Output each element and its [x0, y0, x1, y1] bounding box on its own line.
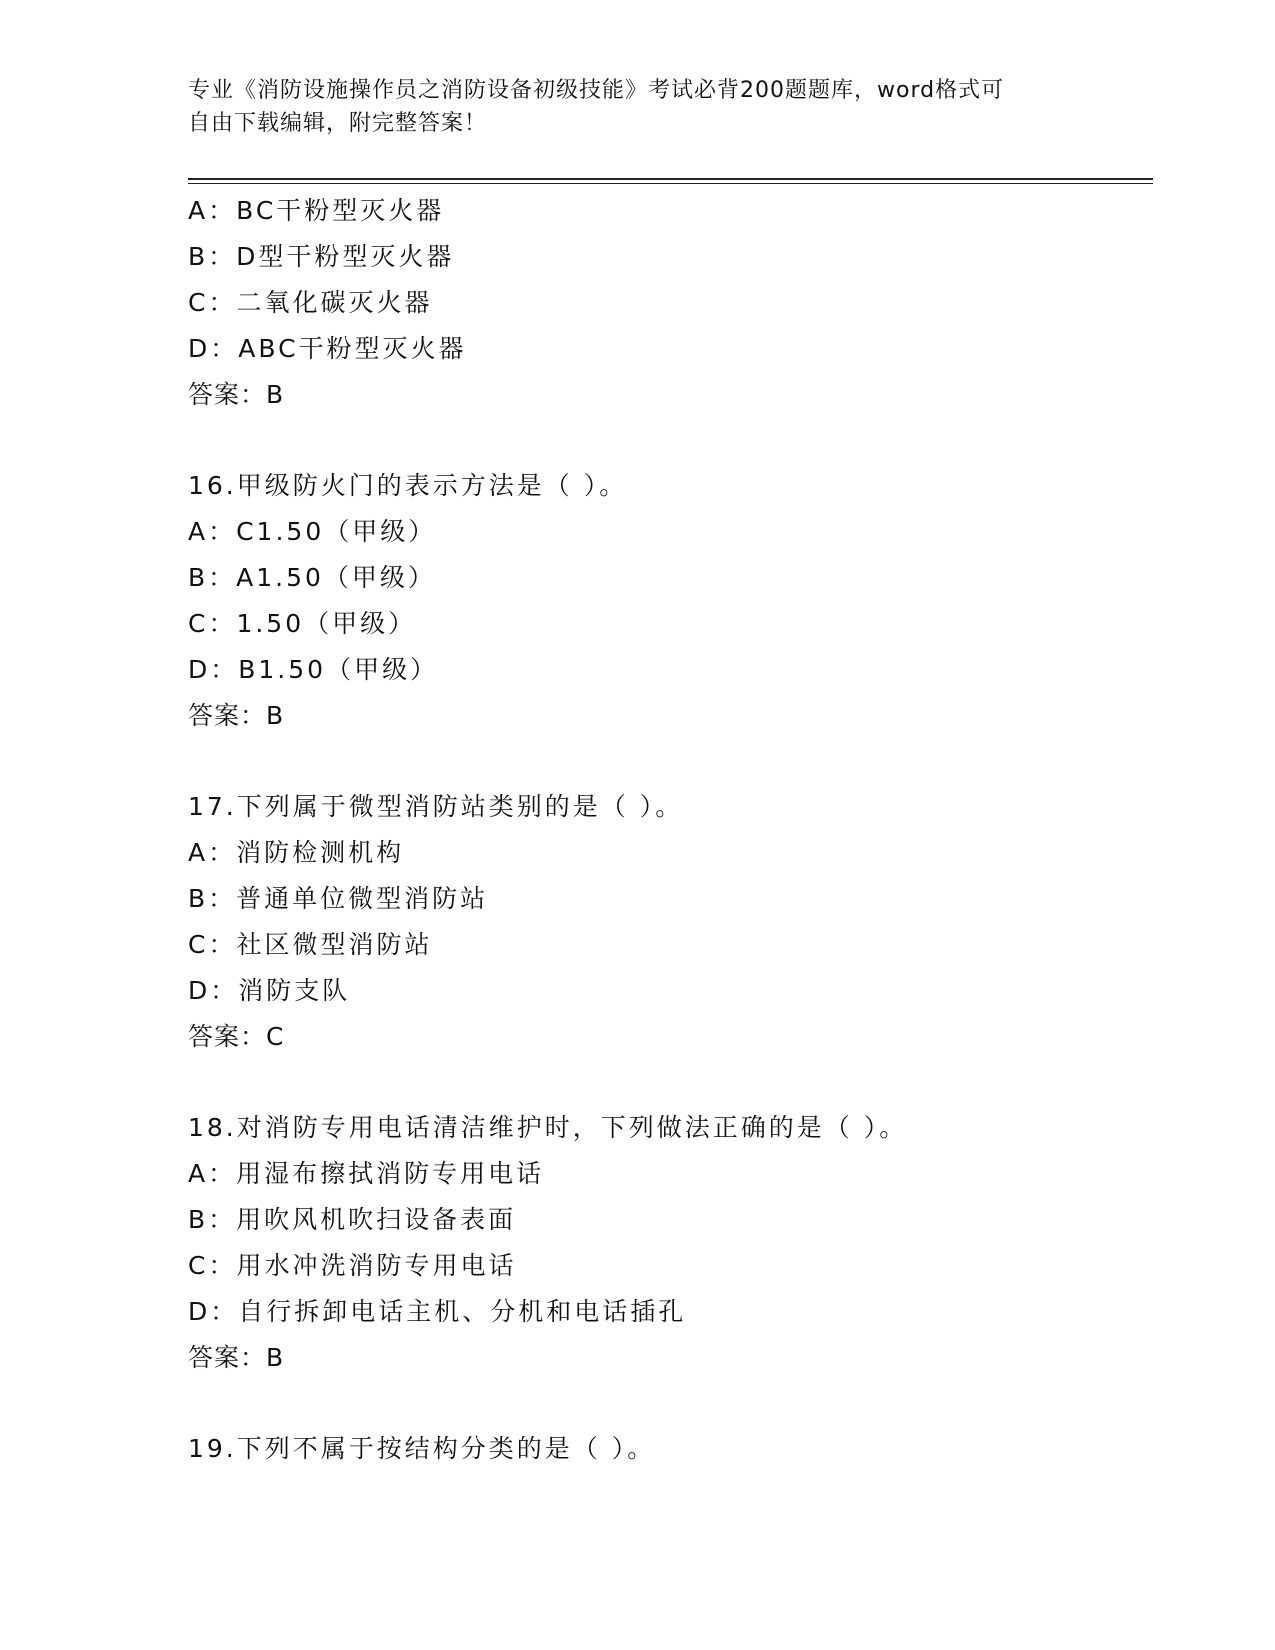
question-stem: 19.下列不属于按结构分类的是（ ）。 [188, 1434, 656, 1463]
document-header [188, 74, 1088, 140]
option-c: C：用水冲洗消防专用电话 [188, 1251, 517, 1280]
question-stem: 16.甲级防火门的表示方法是（ ）。 [188, 471, 628, 500]
option-a: A：消防检测机构 [188, 838, 405, 867]
option-b: B：普通单位微型消防站 [188, 884, 489, 913]
spacer [188, 739, 1148, 784]
option-a: A：C1.50（甲级） [188, 517, 437, 546]
question-18 [188, 1105, 1148, 1381]
option-d: D：B1.50（甲级） [188, 655, 439, 684]
option-c: C：1.50（甲级） [188, 609, 417, 638]
option-a: A：BC干粉型灭火器 [188, 196, 445, 225]
question-16 [188, 463, 1148, 739]
spacer [188, 418, 1148, 463]
option-b: B：A1.50（甲级） [188, 563, 436, 592]
option-b: B：用吹风机吹扫设备表面 [188, 1205, 517, 1234]
spacer [188, 1060, 1148, 1105]
question-19 [188, 1426, 1148, 1472]
answer: 答案：C [188, 1022, 285, 1051]
question-stem: 18.对消防专用电话清洁维护时，下列做法正确的是（ ）。 [188, 1113, 908, 1142]
answer: 答案：B [188, 380, 285, 409]
question-15 [188, 188, 1148, 418]
option-d: D：消防支队 [188, 976, 351, 1005]
option-b: B：D型干粉型灭火器 [188, 242, 455, 271]
answer: 答案：B [188, 701, 285, 730]
option-c: C：二氧化碳灭火器 [188, 288, 433, 317]
header-line-1: 专业《消防设施操作员之消防设备初级技能》考试必背200题题库，word格式可 [188, 78, 1005, 103]
option-a: A：用湿布擦拭消防专用电话 [188, 1159, 545, 1188]
option-c: C：社区微型消防站 [188, 930, 433, 959]
header-line-2: 自由下载编辑，附完整答案！ [188, 111, 488, 136]
header-divider-thick [188, 178, 1153, 180]
spacer [188, 1381, 1148, 1426]
option-d: D：自行拆卸电话主机、分机和电话插孔 [188, 1297, 687, 1326]
question-list [188, 188, 1148, 1472]
option-d: D：ABC干粉型灭火器 [188, 334, 467, 363]
answer: 答案：B [188, 1343, 285, 1372]
header-divider-thin [188, 183, 1153, 184]
question-17 [188, 784, 1148, 1060]
question-stem: 17.下列属于微型消防站类别的是（ ）。 [188, 792, 684, 821]
